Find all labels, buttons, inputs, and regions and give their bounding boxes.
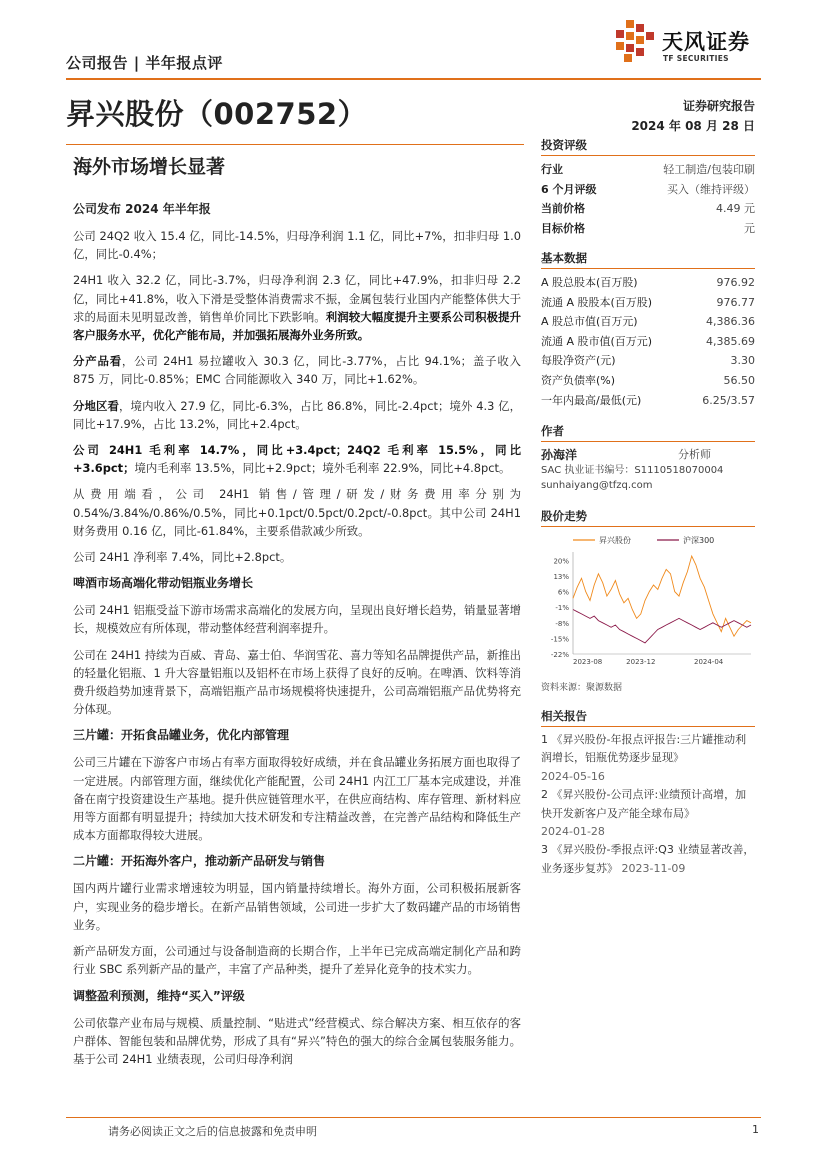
- basic-data-title: 基本数据: [541, 250, 755, 269]
- series-line: [573, 556, 751, 636]
- related-title: 相关报告: [541, 708, 755, 727]
- legend-label: 昇兴股份: [599, 536, 631, 545]
- rating-row: 行业 轻工制造/包装印刷: [541, 163, 755, 176]
- y-tick-label: -8%: [555, 619, 569, 628]
- rating-row: 目标价格 元: [541, 221, 755, 235]
- author-panel: [541, 423, 755, 493]
- stock-price-chart: [541, 528, 755, 676]
- paragraph: 公司依靠产业布局与规模、质量控制、“贴进式”经营模式、综合解决方案、相互依存的客户群体、智能包装和品牌优势，形成了具有“昇兴”特色的强大的综合金属包装服务能力。基于公司 24H1 业绩表现，公司归母净利润: [73, 1015, 521, 1066]
- author-cert: SAC 执业证书编号：S1110518070004: [541, 465, 724, 476]
- paragraph: 国内两片罐行业需求增速较为明显，国内销量持续增长。海外方面，公司积极拓展新客户，实现业务的稳步增长。在新产品销售领域，公司进一步扩大了数码罐产品的市场销售业务。: [73, 881, 521, 932]
- series-line: [573, 610, 751, 643]
- x-tick-label: 2024-04: [693, 658, 724, 666]
- paragraph: 公司 24H1 净利率 7.4%，同比+2.8pct。: [73, 550, 292, 565]
- rating-row: 当前价格 4.49 元: [541, 202, 755, 216]
- author-email[interactable]: sunhaiyang@tfzq.com: [541, 480, 653, 491]
- author-role: 分析师: [678, 448, 711, 461]
- title-divider: [66, 144, 524, 145]
- basic-data-row: A 股总股本(百万股) 976.92: [541, 276, 755, 289]
- paragraph: 公司在 24H1 持续为百威、青岛、嘉士伯、华润雪花、喜力等知名品牌提供产品，新推出的轻量化铝瓶、1 升大容量铝瓶以及铝杯在市场上获得了良好的反响。在啤酒、饮料等消费升级趋势加速背景下，高端铝瓶产品市场规模将快速提升，公司高端铝瓶产品优势将充分体现。: [73, 647, 521, 717]
- logo-text: 天风证券: [662, 30, 750, 54]
- report-type-label: 公司报告 | 半年报点评: [66, 54, 223, 72]
- basic-data-row: 每股净资产(元) 3.30: [541, 354, 755, 368]
- rating-title: 投资评级: [541, 137, 755, 156]
- basic-data-row: 流通 A 股股本(百万股) 976.77: [541, 295, 755, 309]
- page-title: 昇兴股份（002752）: [66, 97, 368, 131]
- footer-divider: [66, 1117, 761, 1118]
- paragraph: 分地区看，境内收入 27.9 亿，同比-6.3%，占比 86.8%，同比-2.4pct；境外 4.3 亿，同比+17.9%，占比 13.2%，同比+2.4pct。: [73, 398, 521, 431]
- paragraph: 新产品研发方面，公司通过与设备制造商的长期合作，上半年已完成高端定制化产品和跨行业 SBC 系列新产品的量产，丰富了产品种类，提升了差异化竞争的技术实力。: [73, 944, 521, 977]
- report-body: [73, 200, 521, 1076]
- y-tick-label: -22%: [550, 651, 569, 659]
- related-report-item[interactable]: 1 《昇兴股份-年报点评报告:三片罐推动利润增长，铝瓶优势逐步显现》 2024-05-16: [541, 733, 747, 783]
- tf-logo-icon: [612, 18, 658, 64]
- section-title: 三片罐：开拓食品罐业务，优化内部管理: [73, 728, 290, 743]
- report-date: 2024 年 08 月 28 日: [631, 119, 755, 133]
- y-tick-label: 6%: [557, 588, 569, 597]
- paragraph: 公司 24H1 毛利率 14.7%，同比+3.4pct；24Q2 毛利率 15.5%，同比+3.6pct；境内毛利率 13.5%，同比+2.9pct；境外毛利率 22.9%，同比+4.8pct。: [73, 443, 521, 476]
- rating-panel: [541, 137, 755, 238]
- y-tick-label: -1%: [555, 604, 569, 613]
- related-report-item[interactable]: 3 《昇兴股份-季报点评:Q3 业绩显著改善，业务逐步复苏》 2023-11-09: [541, 843, 755, 875]
- basic-data-panel: [541, 250, 755, 410]
- author-name: 孙海洋: [541, 448, 578, 462]
- related-report-item[interactable]: 2 《昇兴股份-公司点评:业绩预计高增，加快开发新客户及产能全球布局》 2024-01-28: [541, 788, 747, 839]
- legend-label: 沪深300: [683, 536, 715, 545]
- section-title: 公司发布 2024 年半年报: [73, 202, 211, 216]
- x-tick-label: 2023-12: [626, 658, 656, 666]
- rating-row: 6 个月评级 买入（维持评级）: [541, 182, 755, 196]
- basic-data-row: 一年内最高/最低(元) 6.25/3.57: [541, 393, 755, 407]
- basic-data-row: A 股总市值(百万元) 4,386.36: [541, 315, 755, 329]
- basic-data-row: 流通 A 股市值(百万元) 4,385.69: [541, 334, 755, 348]
- basic-data-row: 资产负债率(%) 56.50: [541, 373, 755, 387]
- x-tick-label: 2023-08: [573, 658, 603, 666]
- section-title: 啤酒市场高端化带动铝瓶业务增长: [73, 576, 254, 591]
- author-title: 作者: [541, 423, 755, 442]
- paragraph: 从费用端看，公司 24H1 销售/管理/研发/财务费用率分别为 0.54%/3.84%/0.86%/0.5%，同比+0.1pct/0.5pct/0.2pct/-0.8pct。其中公司 24H1 财务费用 0.16 亿，同比-61.84%，主要系借款减少所致。: [73, 487, 521, 538]
- chart-title: 股价走势: [541, 508, 755, 527]
- y-tick-label: 20%: [553, 557, 569, 566]
- headline: 海外市场增长显著: [73, 156, 226, 178]
- paragraph: 24H1 收入 32.2 亿，同比-3.7%，归母净利润 2.3 亿，同比+47.9%，扣非归母 2.2 亿，同比+41.8%，收入下滑是受整体消费需求不振，金属包装行业国内产能整体供大于求的局面未见明显改善，销售单价同比下跌影响。利润较大幅度提升主要系公司积极提升客户服务水平，优化产能布局，并加强拓展海外业务所致。: [73, 273, 521, 343]
- paragraph: 公司三片罐在下游客户市场占有率方面取得较好成绩，并在食品罐业务拓展方面也取得了一定进展。内部管理方面，继续优化产能配置，公司 24H1 内江工厂基本完成建设，并准备在南宁投资建设生产基地。提升供应链管理水平，在供应商结构、库存管理、新材料应用等方面都有明显提升；持续加大技术研发和专注精益改善，在完善产品结构和降低生产成本方面都取得较大进展。: [73, 755, 521, 843]
- related-reports-panel: [541, 708, 755, 878]
- logo-subtext: TF SECURITIES: [663, 54, 729, 63]
- report-category: 证券研究报告: [682, 99, 755, 113]
- section-title: 调整盈利预测，维持“买入”评级: [73, 988, 245, 1003]
- paragraph: 分产品看，公司 24H1 易拉罐收入 30.3 亿，同比-3.77%，占比 94.1%；盖子收入 875 万，同比-0.85%；EMC 合同能源收入 340 万，同比+1.62%。: [73, 354, 521, 387]
- chart-source: 资料来源：聚源数据: [541, 683, 623, 693]
- footer-disclaimer: 请务必阅读正文之后的信息披露和免责申明: [108, 1125, 317, 1138]
- section-title: 二片罐：开拓海外客户，推动新产品研发与销售: [73, 854, 326, 869]
- y-tick-label: 13%: [553, 573, 569, 582]
- paragraph: 公司 24H1 铝瓶受益下游市场需求高端化的发展方向，呈现出良好增长趋势，销量显著增长，规模效应有所体现，带动整体经营利润率提升。: [73, 603, 521, 636]
- page-number: 1: [752, 1123, 759, 1136]
- y-tick-label: -15%: [550, 635, 569, 644]
- paragraph: 公司 24Q2 收入 15.4 亿，同比-14.5%，归母净利润 1.1 亿，同比+7%，扣非归母 1.0 亿，同比-0.4%；: [73, 229, 521, 262]
- header-divider: [66, 78, 761, 80]
